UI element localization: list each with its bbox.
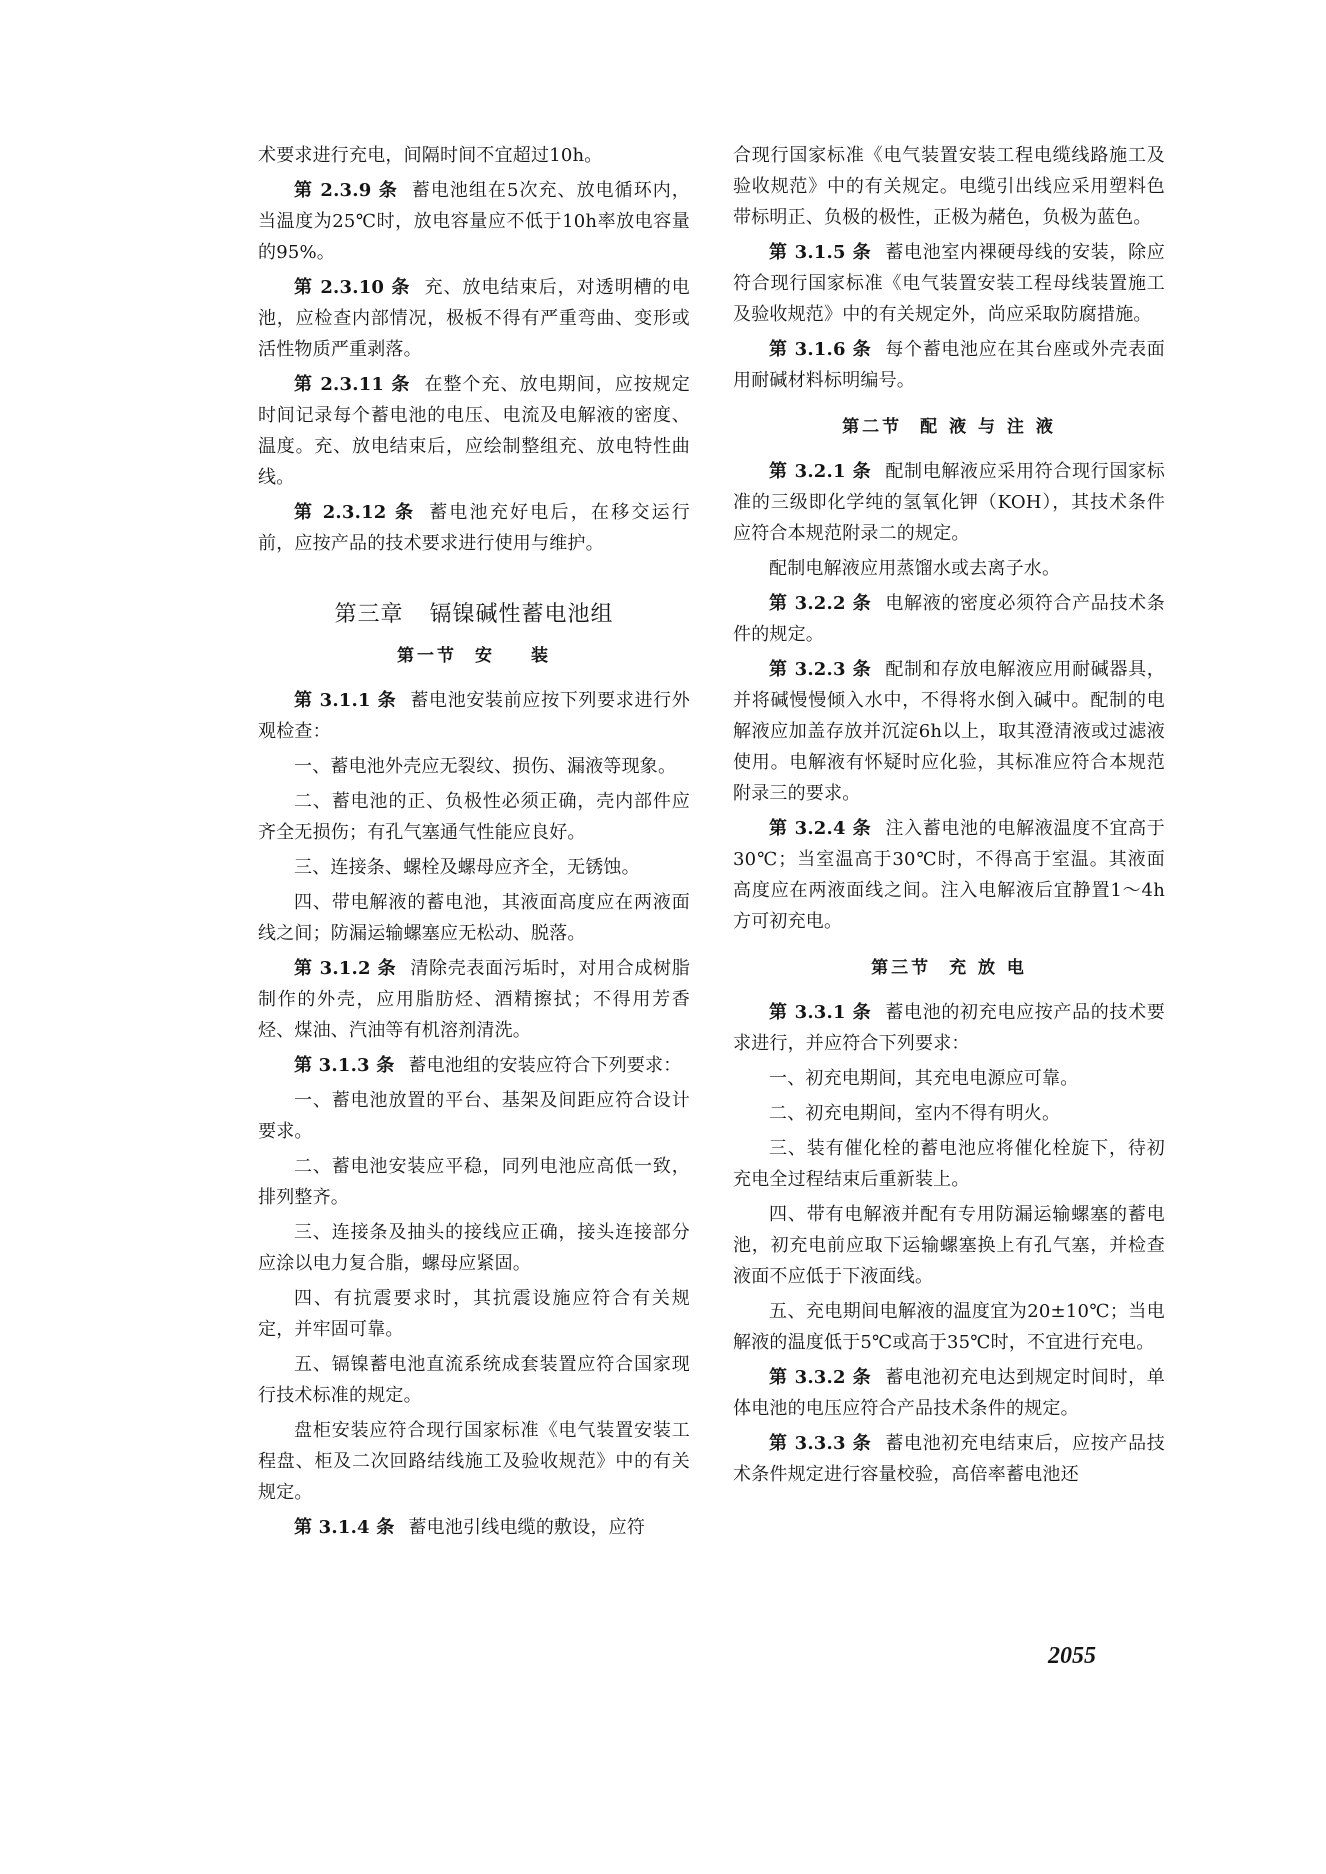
section-title: 充 放 电 — [949, 958, 1027, 978]
article-number: 第 2.3.9 条 — [294, 180, 398, 201]
article-text: 电解液的密度必须符合产品技术条件的规定。 — [733, 593, 1165, 645]
chapter-heading — [258, 597, 690, 633]
article-text: 蓄电池组的安装应符合下列要求： — [408, 1055, 682, 1076]
article-text: 蓄电池初充电达到规定时间时，单体电池的电压应符合产品技术条件的规定。 — [733, 1367, 1165, 1419]
article-text: 每个蓄电池应在其台座或外壳表面用耐碱材料标明编号。 — [733, 339, 1165, 391]
article-number: 第 2.3.10 条 — [294, 277, 411, 298]
article-number: 第 3.1.3 条 — [294, 1055, 395, 1076]
section-number: 第二节 — [842, 417, 903, 437]
list-item: 一、蓄电池外壳应无裂纹、损伤、漏液等现象。 — [294, 756, 677, 777]
section-heading-3 — [733, 953, 1165, 983]
article-3-3-2 — [733, 1362, 1165, 1424]
chapter-title: 镉镍碱性蓄电池组 — [429, 602, 614, 627]
article-number: 第 3.1.1 条 — [294, 690, 397, 711]
article-3-1-3 — [258, 1050, 690, 1081]
article-3-3-1 — [733, 997, 1165, 1059]
chapter-number: 第三章 — [334, 602, 404, 627]
article-number: 第 3.2.3 条 — [769, 659, 872, 680]
list-item: 二、蓄电池的正、负极性必须正确，壳内部件应齐全无损伤；有孔气塞通气性能应良好。 — [258, 791, 690, 843]
article-text: 蓄电池安装前应按下列要求进行外观检查： — [258, 690, 690, 742]
article-number: 第 2.3.11 条 — [294, 374, 411, 395]
article-3-2-1 — [733, 456, 1165, 549]
list-item: 四、带有电解液并配有专用防漏运输螺塞的蓄电池，初充电前应取下运输螺塞换上有孔气塞，并检查液面不应低于下液面线。 — [733, 1204, 1165, 1287]
article-number: 第 3.2.2 条 — [769, 593, 872, 614]
list-item: 四、有抗震要求时，其抗震设施应符合有关规定，并牢固可靠。 — [258, 1288, 690, 1340]
article-2-3-10 — [258, 272, 690, 365]
article-3-1-6 — [733, 334, 1165, 396]
section-heading-1 — [258, 641, 690, 671]
section-title-char: 安 — [475, 646, 495, 666]
article-text: 充、放电结束后，对透明槽的电池，应检查内部情况，极板不得有严重弯曲、变形或活性物质严重剥落。 — [258, 277, 690, 360]
list-item: 四、带电解液的蓄电池，其液面高度应在两液面线之间；防漏运输螺塞应无松动、脱落。 — [258, 892, 690, 944]
article-text: 配制和存放电解液应用耐碱器具，并将碱慢慢倾入水中，不得将水倒入碱中。配制的电解液应加盖存放并沉淀6h以上，取其澄清液或过滤液使用。电解液有怀疑时应化验，其标准应符合本规范附录三的要求。 — [733, 659, 1165, 804]
article-number: 第 3.2.4 条 — [769, 818, 872, 839]
article-2-3-11 — [258, 369, 690, 493]
article-text: 配制电解液应采用符合现行国家标准的三级即化学纯的氢氧化钾（KOH），其技术条件应符合本规范附录二的规定。 — [733, 461, 1165, 544]
section-title: 配 液 与 注 液 — [920, 417, 1056, 437]
article-text: 蓄电池引线电缆的敷设，应符 — [408, 1517, 646, 1538]
article-text: 蓄电池初充电结束后，应按产品技术条件规定进行容量校验，高倍率蓄电池还 — [733, 1433, 1165, 1485]
right-column — [733, 140, 1165, 1494]
article-2-3-9 — [258, 175, 690, 268]
article-3-1-1 — [258, 685, 690, 747]
article-number: 第 2.3.12 条 — [294, 502, 416, 523]
article-number: 第 3.1.4 条 — [294, 1517, 395, 1538]
article-text: 注入蓄电池的电解液温度不宜高于30℃；当室温高于30℃时，不得高于室温。其液面高度应在两液面线之间。注入电解液后宜静置1～4h方可初充电。 — [733, 818, 1165, 932]
article-3-2-2 — [733, 588, 1165, 650]
paragraph: 配制电解液应用蒸馏水或去离子水。 — [769, 558, 1061, 579]
article-3-2-4 — [733, 813, 1165, 937]
section-number: 第一节 — [397, 646, 457, 666]
article-number: 第 3.2.1 条 — [769, 461, 872, 482]
article-number: 第 3.3.3 条 — [769, 1433, 872, 1454]
article-number: 第 3.3.2 条 — [769, 1367, 872, 1388]
article-text: 蓄电池室内裸硬母线的安装，除应符合现行国家标准《电气装置安装工程母线装置施工及验收规范》中的有关规定外，尚应采取防腐措施。 — [733, 242, 1165, 325]
article-number: 第 3.1.5 条 — [769, 242, 872, 263]
list-item: 一、蓄电池放置的平台、基架及间距应符合设计要求。 — [258, 1090, 690, 1142]
list-item: 二、蓄电池安装应平稳，同列电池应高低一致，排列整齐。 — [258, 1156, 690, 1208]
article-3-1-5 — [733, 237, 1165, 330]
article-number: 第 3.1.6 条 — [769, 339, 872, 360]
list-item: 三、连接条、螺栓及螺母应齐全，无锈蚀。 — [294, 857, 640, 878]
paragraph: 术要求进行充电，间隔时间不宜超过10h。 — [258, 145, 603, 166]
article-number: 第 3.1.2 条 — [294, 958, 397, 979]
article-text: 蓄电池组在5次充、放电循环内，当温度为25℃时，放电容量应不低于10h率放电容量的95%。 — [258, 180, 690, 263]
section-number: 第三节 — [871, 958, 932, 978]
list-item: 二、初充电期间，室内不得有明火。 — [769, 1103, 1061, 1124]
list-item: 五、充电期间电解液的温度宜为20±10℃；当电解液的温度低于5℃或高于35℃时，不宜进行充电。 — [733, 1301, 1165, 1353]
article-text: 蓄电池的初充电应按产品的技术要求进行，并应符合下列要求： — [733, 1002, 1165, 1054]
list-item: 三、连接条及抽头的接线应正确，接头连接部分应涂以电力复合脂，螺母应紧固。 — [258, 1222, 690, 1274]
section-heading-2 — [733, 412, 1165, 442]
left-column — [258, 140, 690, 1547]
article-3-1-2 — [258, 953, 690, 1046]
article-text: 在整个充、放电期间，应按规定时间记录每个蓄电池的电压、电流及电解液的密度、温度。充、放电结束后，应绘制整组充、放电特性曲线。 — [258, 374, 690, 488]
article-3-2-3 — [733, 654, 1165, 809]
article-2-3-12 — [258, 497, 690, 559]
article-3-3-3 — [733, 1428, 1165, 1490]
list-item: 三、装有催化栓的蓄电池应将催化栓旋下，待初充电全过程结束后重新装上。 — [733, 1138, 1165, 1190]
page-number: 2055 — [1048, 1643, 1096, 1669]
list-item: 五、镉镍蓄电池直流系统成套装置应符合国家现行技术标准的规定。 — [258, 1354, 690, 1406]
article-text: 清除壳表面污垢时，对用合成树脂制作的外壳，应用脂肪烃、酒精擦拭；不得用芳香烃、煤油、汽油等有机溶剂清洗。 — [258, 958, 690, 1041]
paragraph: 合现行国家标准《电气装置安装工程电缆线路施工及验收规范》中的有关规定。电缆引出线应采用塑料色带标明正、负极的极性，正极为赭色，负极为蓝色。 — [733, 145, 1165, 228]
list-item: 一、初充电期间，其充电电源应可靠。 — [769, 1068, 1079, 1089]
article-text: 蓄电池充好电后，在移交运行前，应按产品的技术要求进行使用与维护。 — [258, 502, 690, 554]
paragraph: 盘柜安装应符合现行国家标准《电气装置安装工程盘、柜及二次回路结线施工及验收规范》中的有关规定。 — [258, 1420, 690, 1503]
article-number: 第 3.3.1 条 — [769, 1002, 872, 1023]
section-title-char: 装 — [531, 646, 551, 666]
article-3-1-4 — [258, 1512, 690, 1543]
